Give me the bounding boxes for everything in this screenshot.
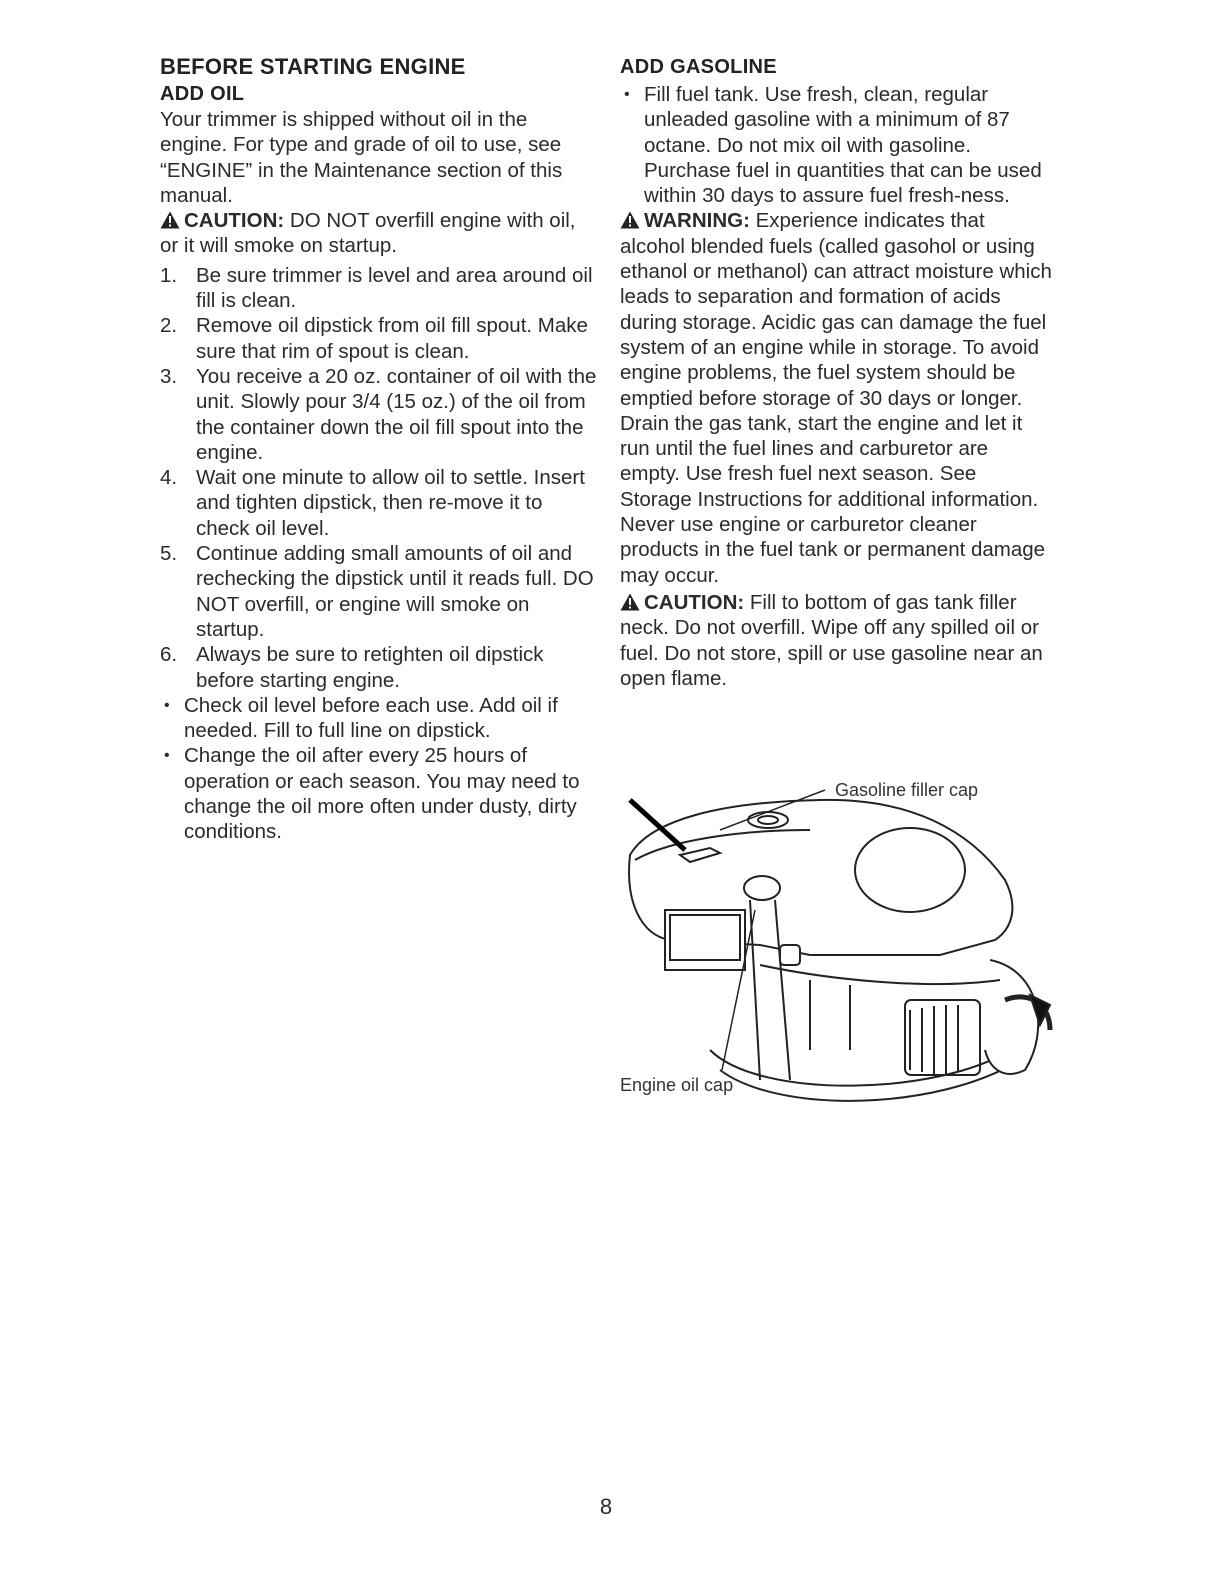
warning-label: WARNING: [644,209,750,233]
fuel-warning [620,208,1052,587]
list-item [160,541,598,642]
warning-triangle-icon [620,211,640,229]
list-item [160,263,598,314]
caution-label: CAUTION: [184,209,285,233]
step-number: 5. [160,542,178,566]
list-item: • Change the oil after every 25 hours of operation or each season. You may need to change the oil more often under dusty, dirty conditions. [160,743,598,844]
right-column [620,52,1052,691]
step-number: 3. [160,364,178,388]
engine-illustration [610,750,1060,1110]
step-number: 6. [160,643,178,667]
list-item [160,642,598,693]
caution-text: DO NOT overfill engine with oil, or it will smoke on startup. [160,209,576,258]
oil-bullets-list [160,693,598,845]
step-number: 4. [160,466,178,490]
caution-triangle-icon [160,211,180,229]
step-text: You receive a 20 oz. container of oil with the unit. Slowly pour 3/4 (15 oz.) of the oil from the container down the oil fill spout into the engine. [196,364,597,464]
gasoline-bullets-list [620,82,1052,208]
oil-steps-list [160,263,598,693]
engine-drawing [610,750,1060,1110]
engine-oil-cap-label: Engine oil cap [620,1075,734,1095]
add-gasoline-heading: ADD GASOLINE [620,56,777,78]
caution-text: Fill to bottom of gas tank filler neck. Do not overfill. Wipe off any spilled oil or fuel. Do not store, spill or use gasoline near an open flame. [620,590,1043,690]
gasoline-filler-cap-label: Gasoline filler cap [835,780,979,800]
page-number: 8 [599,1494,613,1519]
caution-triangle-icon [620,593,640,611]
list-item [160,313,598,364]
step-text: Wait one minute to allow oil to settle. Insert and tighten dipstick, then re-move it to check oil level. [196,466,585,540]
list-item: • Check oil level before each use. Add oil if needed. Fill to full line on dipstick. [160,693,598,744]
list-item [160,364,598,465]
step-text: Continue adding small amounts of oil and rechecking the dipstick until it reads full. DO NOT overfill, or engine will smoke on startup. [196,542,594,641]
fuel-caution [620,590,1052,691]
step-text: Always be sure to retighten oil dipstick before starting engine. [196,643,544,692]
step-number: 2. [160,314,178,338]
step-number: 1. [160,263,178,287]
list-item: • Fill fuel tank. Use fresh, clean, regular unleaded gasoline with a minimum of 87 octane. Do not mix oil with gasoline. Purchase fuel in quantities that can be used within 30 days to assure fuel fresh-ness. [620,82,1052,208]
warning-text: Experience indicates that alcohol blended fuels (called gasohol or using ethanol or methanol) can attract moisture which leads to separation and formation of acids during storage. Acidic gas can damage the fuel system of an engine while in storage. To avoid engine problems, the fuel system should be emptied before storage of 30 days or longer. Drain the gas tank, start the engine and let it run until the fuel lines and carburetor are empty. Use fresh fuel next season. See Storage Instructions for additional information. Never use engine or carburetor cleaner products in the fuel tank or permanent damage may occur. [620,209,1052,587]
step-text: Be sure trimmer is level and area around oil fill is clean. [196,263,593,313]
add-oil-heading: ADD OIL [160,83,245,105]
oil-caution [160,208,598,259]
list-item [160,465,598,541]
step-text: Remove oil dipstick from oil fill spout. Make sure that rim of spout is clean. [196,314,588,363]
left-column [160,52,598,845]
add-oil-intro: Your trimmer is shipped without oil in the engine. For type and grade of oil to use, see “ENGINE” in the Maintenance section of this manual. [160,108,563,207]
caution-label: CAUTION: [644,590,745,614]
section-heading: BEFORE STARTING ENGINE [160,54,466,79]
